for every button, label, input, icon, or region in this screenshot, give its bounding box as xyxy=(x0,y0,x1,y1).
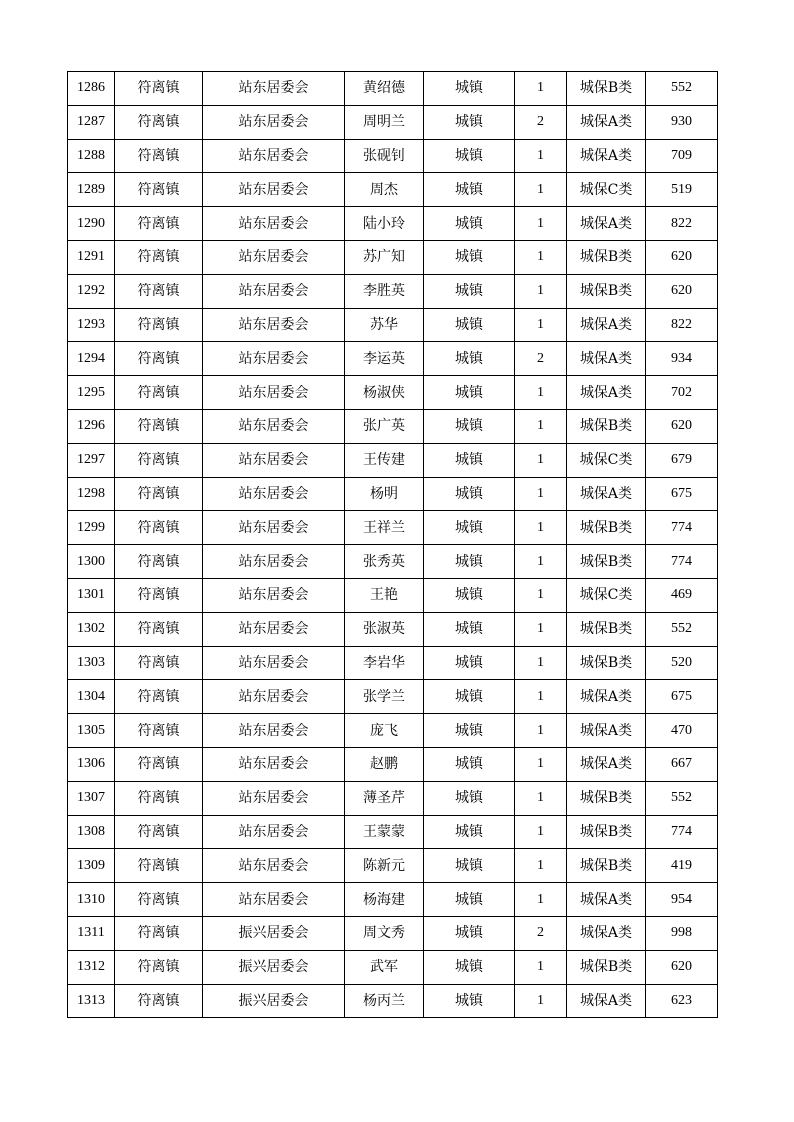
name-cell: 杨淑侠 xyxy=(345,376,424,410)
town-cell: 符离镇 xyxy=(115,409,203,443)
town-cell: 符离镇 xyxy=(115,950,203,984)
town-cell: 符离镇 xyxy=(115,207,203,241)
household-type-cell: 城镇 xyxy=(424,883,515,917)
committee-cell: 站东居委会 xyxy=(203,849,345,883)
name-cell: 李运英 xyxy=(345,342,424,376)
committee-cell: 站东居委会 xyxy=(203,139,345,173)
committee-cell: 站东居委会 xyxy=(203,883,345,917)
name-cell: 周明兰 xyxy=(345,105,424,139)
table-row xyxy=(68,916,718,950)
amount-cell: 469 xyxy=(646,578,718,612)
table-row xyxy=(68,646,718,680)
table-row xyxy=(68,545,718,579)
household-type-cell: 城镇 xyxy=(424,139,515,173)
amount-cell: 520 xyxy=(646,646,718,680)
name-cell: 王艳 xyxy=(345,578,424,612)
persons-cell: 1 xyxy=(515,173,567,207)
category-cell: 城保A类 xyxy=(567,342,646,376)
serial-number-cell: 1295 xyxy=(68,376,115,410)
name-cell: 王传建 xyxy=(345,443,424,477)
town-cell: 符离镇 xyxy=(115,308,203,342)
household-type-cell: 城镇 xyxy=(424,511,515,545)
committee-cell: 站东居委会 xyxy=(203,274,345,308)
household-type-cell: 城镇 xyxy=(424,173,515,207)
table-row xyxy=(68,105,718,139)
household-type-cell: 城镇 xyxy=(424,443,515,477)
town-cell: 符离镇 xyxy=(115,477,203,511)
persons-cell: 1 xyxy=(515,274,567,308)
amount-cell: 552 xyxy=(646,72,718,106)
persons-cell: 1 xyxy=(515,612,567,646)
persons-cell: 1 xyxy=(515,376,567,410)
serial-number-cell: 1297 xyxy=(68,443,115,477)
amount-cell: 930 xyxy=(646,105,718,139)
amount-cell: 998 xyxy=(646,916,718,950)
records-table xyxy=(67,71,718,1018)
persons-cell: 1 xyxy=(515,207,567,241)
committee-cell: 振兴居委会 xyxy=(203,950,345,984)
household-type-cell: 城镇 xyxy=(424,950,515,984)
persons-cell: 1 xyxy=(515,409,567,443)
town-cell: 符离镇 xyxy=(115,240,203,274)
serial-number-cell: 1304 xyxy=(68,680,115,714)
committee-cell: 站东居委会 xyxy=(203,342,345,376)
category-cell: 城保B类 xyxy=(567,545,646,579)
table-row xyxy=(68,72,718,106)
serial-number-cell: 1290 xyxy=(68,207,115,241)
amount-cell: 620 xyxy=(646,240,718,274)
committee-cell: 站东居委会 xyxy=(203,72,345,106)
name-cell: 张淑英 xyxy=(345,612,424,646)
amount-cell: 675 xyxy=(646,680,718,714)
serial-number-cell: 1301 xyxy=(68,578,115,612)
serial-number-cell: 1293 xyxy=(68,308,115,342)
household-type-cell: 城镇 xyxy=(424,342,515,376)
category-cell: 城保B类 xyxy=(567,409,646,443)
persons-cell: 2 xyxy=(515,342,567,376)
table-row xyxy=(68,883,718,917)
category-cell: 城保C类 xyxy=(567,443,646,477)
category-cell: 城保A类 xyxy=(567,984,646,1018)
table-row xyxy=(68,240,718,274)
committee-cell: 站东居委会 xyxy=(203,747,345,781)
household-type-cell: 城镇 xyxy=(424,612,515,646)
serial-number-cell: 1294 xyxy=(68,342,115,376)
town-cell: 符离镇 xyxy=(115,612,203,646)
table-row xyxy=(68,950,718,984)
name-cell: 杨海建 xyxy=(345,883,424,917)
household-type-cell: 城镇 xyxy=(424,984,515,1018)
committee-cell: 站东居委会 xyxy=(203,105,345,139)
committee-cell: 站东居委会 xyxy=(203,240,345,274)
amount-cell: 774 xyxy=(646,815,718,849)
household-type-cell: 城镇 xyxy=(424,274,515,308)
serial-number-cell: 1302 xyxy=(68,612,115,646)
amount-cell: 702 xyxy=(646,376,718,410)
household-type-cell: 城镇 xyxy=(424,747,515,781)
household-type-cell: 城镇 xyxy=(424,815,515,849)
persons-cell: 1 xyxy=(515,781,567,815)
name-cell: 张砚钊 xyxy=(345,139,424,173)
name-cell: 武军 xyxy=(345,950,424,984)
serial-number-cell: 1288 xyxy=(68,139,115,173)
table-row xyxy=(68,308,718,342)
committee-cell: 站东居委会 xyxy=(203,646,345,680)
name-cell: 黄绍德 xyxy=(345,72,424,106)
committee-cell: 站东居委会 xyxy=(203,781,345,815)
household-type-cell: 城镇 xyxy=(424,578,515,612)
table-row xyxy=(68,747,718,781)
town-cell: 符离镇 xyxy=(115,72,203,106)
name-cell: 李岩华 xyxy=(345,646,424,680)
table-row xyxy=(68,274,718,308)
town-cell: 符离镇 xyxy=(115,578,203,612)
table-row xyxy=(68,815,718,849)
household-type-cell: 城镇 xyxy=(424,72,515,106)
name-cell: 李胜英 xyxy=(345,274,424,308)
serial-number-cell: 1287 xyxy=(68,105,115,139)
town-cell: 符离镇 xyxy=(115,274,203,308)
category-cell: 城保B类 xyxy=(567,849,646,883)
category-cell: 城保C类 xyxy=(567,578,646,612)
persons-cell: 1 xyxy=(515,240,567,274)
category-cell: 城保A类 xyxy=(567,477,646,511)
household-type-cell: 城镇 xyxy=(424,545,515,579)
amount-cell: 934 xyxy=(646,342,718,376)
category-cell: 城保A类 xyxy=(567,883,646,917)
name-cell: 杨丙兰 xyxy=(345,984,424,1018)
name-cell: 苏华 xyxy=(345,308,424,342)
serial-number-cell: 1307 xyxy=(68,781,115,815)
serial-number-cell: 1289 xyxy=(68,173,115,207)
committee-cell: 站东居委会 xyxy=(203,207,345,241)
name-cell: 周文秀 xyxy=(345,916,424,950)
household-type-cell: 城镇 xyxy=(424,477,515,511)
table-row xyxy=(68,409,718,443)
category-cell: 城保A类 xyxy=(567,747,646,781)
persons-cell: 2 xyxy=(515,916,567,950)
amount-cell: 419 xyxy=(646,849,718,883)
table-row xyxy=(68,207,718,241)
category-cell: 城保B类 xyxy=(567,612,646,646)
town-cell: 符离镇 xyxy=(115,173,203,207)
town-cell: 符离镇 xyxy=(115,916,203,950)
amount-cell: 667 xyxy=(646,747,718,781)
committee-cell: 站东居委会 xyxy=(203,545,345,579)
persons-cell: 1 xyxy=(515,714,567,748)
household-type-cell: 城镇 xyxy=(424,105,515,139)
household-type-cell: 城镇 xyxy=(424,680,515,714)
amount-cell: 552 xyxy=(646,612,718,646)
amount-cell: 470 xyxy=(646,714,718,748)
committee-cell: 振兴居委会 xyxy=(203,984,345,1018)
town-cell: 符离镇 xyxy=(115,781,203,815)
name-cell: 薄圣芹 xyxy=(345,781,424,815)
committee-cell: 站东居委会 xyxy=(203,680,345,714)
serial-number-cell: 1296 xyxy=(68,409,115,443)
household-type-cell: 城镇 xyxy=(424,781,515,815)
table-row xyxy=(68,139,718,173)
town-cell: 符离镇 xyxy=(115,984,203,1018)
persons-cell: 1 xyxy=(515,950,567,984)
town-cell: 符离镇 xyxy=(115,849,203,883)
amount-cell: 620 xyxy=(646,274,718,308)
amount-cell: 620 xyxy=(646,409,718,443)
town-cell: 符离镇 xyxy=(115,105,203,139)
amount-cell: 552 xyxy=(646,781,718,815)
serial-number-cell: 1306 xyxy=(68,747,115,781)
persons-cell: 1 xyxy=(515,139,567,173)
committee-cell: 站东居委会 xyxy=(203,376,345,410)
household-type-cell: 城镇 xyxy=(424,240,515,274)
table-row xyxy=(68,376,718,410)
town-cell: 符离镇 xyxy=(115,714,203,748)
committee-cell: 站东居委会 xyxy=(203,477,345,511)
town-cell: 符离镇 xyxy=(115,342,203,376)
category-cell: 城保B类 xyxy=(567,274,646,308)
category-cell: 城保A类 xyxy=(567,714,646,748)
name-cell: 周杰 xyxy=(345,173,424,207)
serial-number-cell: 1300 xyxy=(68,545,115,579)
serial-number-cell: 1313 xyxy=(68,984,115,1018)
persons-cell: 1 xyxy=(515,72,567,106)
category-cell: 城保B类 xyxy=(567,240,646,274)
persons-cell: 1 xyxy=(515,477,567,511)
town-cell: 符离镇 xyxy=(115,139,203,173)
name-cell: 王蒙蒙 xyxy=(345,815,424,849)
serial-number-cell: 1312 xyxy=(68,950,115,984)
category-cell: 城保C类 xyxy=(567,173,646,207)
serial-number-cell: 1309 xyxy=(68,849,115,883)
table-row xyxy=(68,714,718,748)
name-cell: 苏广知 xyxy=(345,240,424,274)
persons-cell: 2 xyxy=(515,105,567,139)
name-cell: 王祥兰 xyxy=(345,511,424,545)
town-cell: 符离镇 xyxy=(115,815,203,849)
amount-cell: 822 xyxy=(646,308,718,342)
category-cell: 城保B类 xyxy=(567,72,646,106)
persons-cell: 1 xyxy=(515,984,567,1018)
serial-number-cell: 1303 xyxy=(68,646,115,680)
town-cell: 符离镇 xyxy=(115,443,203,477)
category-cell: 城保B类 xyxy=(567,646,646,680)
category-cell: 城保B类 xyxy=(567,781,646,815)
category-cell: 城保B类 xyxy=(567,950,646,984)
amount-cell: 519 xyxy=(646,173,718,207)
amount-cell: 774 xyxy=(646,511,718,545)
persons-cell: 1 xyxy=(515,815,567,849)
amount-cell: 822 xyxy=(646,207,718,241)
amount-cell: 623 xyxy=(646,984,718,1018)
serial-number-cell: 1308 xyxy=(68,815,115,849)
table-row xyxy=(68,984,718,1018)
table-row xyxy=(68,781,718,815)
category-cell: 城保A类 xyxy=(567,139,646,173)
persons-cell: 1 xyxy=(515,511,567,545)
town-cell: 符离镇 xyxy=(115,376,203,410)
category-cell: 城保A类 xyxy=(567,207,646,241)
persons-cell: 1 xyxy=(515,646,567,680)
name-cell: 杨明 xyxy=(345,477,424,511)
table-row xyxy=(68,578,718,612)
committee-cell: 站东居委会 xyxy=(203,511,345,545)
category-cell: 城保B类 xyxy=(567,511,646,545)
serial-number-cell: 1291 xyxy=(68,240,115,274)
household-type-cell: 城镇 xyxy=(424,376,515,410)
name-cell: 庞飞 xyxy=(345,714,424,748)
town-cell: 符离镇 xyxy=(115,883,203,917)
name-cell: 陈新元 xyxy=(345,849,424,883)
persons-cell: 1 xyxy=(515,883,567,917)
amount-cell: 774 xyxy=(646,545,718,579)
serial-number-cell: 1298 xyxy=(68,477,115,511)
committee-cell: 站东居委会 xyxy=(203,173,345,207)
table-row xyxy=(68,511,718,545)
serial-number-cell: 1310 xyxy=(68,883,115,917)
persons-cell: 1 xyxy=(515,308,567,342)
name-cell: 张学兰 xyxy=(345,680,424,714)
category-cell: 城保A类 xyxy=(567,105,646,139)
household-type-cell: 城镇 xyxy=(424,207,515,241)
serial-number-cell: 1286 xyxy=(68,72,115,106)
persons-cell: 1 xyxy=(515,680,567,714)
records-body xyxy=(68,72,718,1018)
household-type-cell: 城镇 xyxy=(424,714,515,748)
table-row xyxy=(68,680,718,714)
amount-cell: 679 xyxy=(646,443,718,477)
name-cell: 陆小玲 xyxy=(345,207,424,241)
town-cell: 符离镇 xyxy=(115,545,203,579)
table-row xyxy=(68,849,718,883)
category-cell: 城保B类 xyxy=(567,815,646,849)
committee-cell: 站东居委会 xyxy=(203,578,345,612)
household-type-cell: 城镇 xyxy=(424,916,515,950)
committee-cell: 站东居委会 xyxy=(203,409,345,443)
committee-cell: 振兴居委会 xyxy=(203,916,345,950)
table-row xyxy=(68,612,718,646)
name-cell: 张秀英 xyxy=(345,545,424,579)
table-row xyxy=(68,173,718,207)
committee-cell: 站东居委会 xyxy=(203,612,345,646)
household-type-cell: 城镇 xyxy=(424,409,515,443)
amount-cell: 675 xyxy=(646,477,718,511)
committee-cell: 站东居委会 xyxy=(203,815,345,849)
category-cell: 城保A类 xyxy=(567,680,646,714)
town-cell: 符离镇 xyxy=(115,646,203,680)
persons-cell: 1 xyxy=(515,747,567,781)
amount-cell: 620 xyxy=(646,950,718,984)
household-type-cell: 城镇 xyxy=(424,646,515,680)
category-cell: 城保A类 xyxy=(567,376,646,410)
table-row xyxy=(68,477,718,511)
serial-number-cell: 1311 xyxy=(68,916,115,950)
household-type-cell: 城镇 xyxy=(424,849,515,883)
name-cell: 赵鹏 xyxy=(345,747,424,781)
persons-cell: 1 xyxy=(515,578,567,612)
committee-cell: 站东居委会 xyxy=(203,714,345,748)
persons-cell: 1 xyxy=(515,443,567,477)
serial-number-cell: 1292 xyxy=(68,274,115,308)
persons-cell: 1 xyxy=(515,545,567,579)
table-row xyxy=(68,342,718,376)
town-cell: 符离镇 xyxy=(115,511,203,545)
amount-cell: 954 xyxy=(646,883,718,917)
name-cell: 张广英 xyxy=(345,409,424,443)
committee-cell: 站东居委会 xyxy=(203,443,345,477)
town-cell: 符离镇 xyxy=(115,680,203,714)
category-cell: 城保A类 xyxy=(567,916,646,950)
category-cell: 城保A类 xyxy=(567,308,646,342)
persons-cell: 1 xyxy=(515,849,567,883)
household-type-cell: 城镇 xyxy=(424,308,515,342)
serial-number-cell: 1299 xyxy=(68,511,115,545)
town-cell: 符离镇 xyxy=(115,747,203,781)
table-row xyxy=(68,443,718,477)
serial-number-cell: 1305 xyxy=(68,714,115,748)
committee-cell: 站东居委会 xyxy=(203,308,345,342)
amount-cell: 709 xyxy=(646,139,718,173)
